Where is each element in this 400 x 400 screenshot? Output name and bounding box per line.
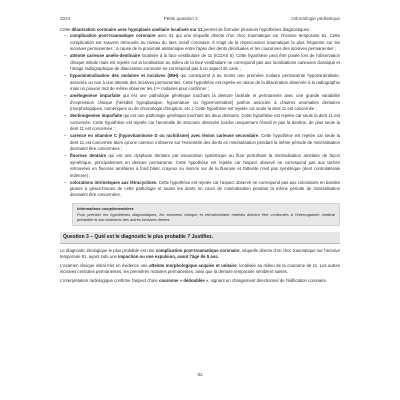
question-heading: Question 3 – Quel est le diagnostic le plus probable ? Justifiez. — [60, 232, 340, 244]
hypothesis-item — [70, 93, 340, 112]
hypothesis-term: hypominéralisation des molaires et incisives (MIH) — [70, 73, 179, 79]
intro-after: permet de formuler plusieurs hypothèses diagnostiques : — [202, 27, 312, 32]
page-number: 82 — [197, 372, 203, 377]
page-body — [60, 27, 340, 287]
header-section: Petits question 2 — [163, 16, 198, 21]
answer-section — [60, 248, 340, 285]
answer-keyword: complication post-traumatique coronaire — [155, 247, 240, 253]
hypothesis-term: carence en vitamine C (hypovitaminose D ou rachitisme) avec lésion carieuse secondaire — [70, 133, 259, 139]
hypothesis-term: colorations intrinsèques aux tétracyclines — [70, 179, 157, 185]
hypothesis-text: . Cette hypothèse est rejetée car l'aspect observé ne correspond pas aux colorations en bandes jaunes à grises-brunes de cette pathologie et toutes les dents en cours de minéralisation pendant la même période de minéralisation devraient être concernées. — [70, 179, 340, 198]
answer-keyword: atteinte morphologique acquise et unitaire — [149, 262, 237, 268]
answer-paragraph-3 — [60, 278, 340, 284]
header-subject: Odontologie pédiatrique — [291, 16, 340, 21]
info-body: Pour préciser les hypothèses diagnostiques, les examens clinique et rétroalvéolaire réalisés doivent être confrontés à l'interrogatoire médical préalable et aux examens des autres incisives dentes. — [77, 211, 335, 223]
hypothesis-term: complication post-traumatique coronaire — [70, 33, 156, 39]
answer-text: , signant un changement directionnel de l'édification coronaire. — [208, 277, 328, 283]
intro-term: dilacération coronaire avec hypoplasie amélaire localisée sur 11 — [71, 27, 203, 32]
answer-text: L'interprétation radiologique confirme l'aspect d'une — [60, 277, 159, 283]
answer-paragraph-1 — [60, 248, 340, 261]
hypothesis-list — [60, 33, 340, 198]
hypothesis-item — [70, 153, 340, 179]
hypothesis-text: qui correspond à au moins une première molaire permanente hypominéralisée, associée ou non à une atteinte des incisives permanentes. Cette hypothèse est rejetée en raison de la dilacération observée à la radiographie mais un pouvoir tout de même observer les 1ʳᵉˢ molaires pour confirmer ; — [70, 73, 340, 92]
answer-text: Le diagnostic étiologique le plus probable est une — [60, 247, 156, 253]
hypothesis-text: qui est une pathologie génétique touchant la denture lactéale et permanente avec une grande variabilité d'expression clinique (hérédité hypoplasique, hypomature ou hyperminéralisé) parfois associée à d'autres anomalies dentaires (morphologiques, numériques ou de chronologie d'éruption, etc.). Cette hypothèse est rejetée car seule la dent 11 est concernée ; — [70, 93, 340, 112]
intro-before: Cette — [60, 27, 72, 32]
hypothesis-item — [70, 73, 340, 92]
answer-keyword: couronne « dédoublée » — [158, 277, 209, 283]
hypothesis-text: qui est une dysplasie dentaire par intoxication systémique au fluor perturbant la minéralisation amélaire de façon symétrique, principalement en denture permanente. Cette hypothèse est rejetée car l'aspect observé ne correspond pas aux taches retrouvées en fluorose amélaires à fond blanc crayeux ou marron sur de la fluorose et l'atteinte n'est pas symétrique (dent controlatérale indemne) ; — [70, 153, 340, 178]
hypothesis-text: localisée à la face vestibulaire de 11 (ICDAS 5). Cette hypothèse peut être posée lors de l'observation clinique initiale mais est rejetée car la localisation au milieu de la face vestibulaire ne correspond pas aux localisations carieuses classique et l'image radiographique de dilacération coronaire ne correspond pas à un aspect de carie ; — [70, 53, 340, 72]
hypothesis-term: fluorose dentaire — [70, 153, 107, 159]
hypothesis-item — [70, 33, 340, 52]
hypothesis-item — [70, 113, 340, 132]
info-title: Informations complémentaires — [77, 205, 134, 211]
info-box — [72, 203, 340, 226]
header-year: 2024 — [60, 16, 71, 21]
answer-text: , localisée au milieu de la couronne de 11. Les autres incisives centrales permanentes, les premières molaires permanentes, ainsi que la denture temporaire semblent saines. — [60, 262, 340, 275]
answer-paragraph-2 — [60, 263, 340, 276]
hypothesis-text: qui est une pathologie génétique touchant les deux dentures. Cette hypothèse est rejetée car seule la dent 11 est concernée. Cette hypothèse est rejetée car l'anomalie de structure observée touche uniquement l'émail et pas la dentine, de plus seule la dent 11 est concernée ; — [70, 113, 340, 132]
hypothesis-item — [70, 180, 340, 199]
answer-text: , séquelle directe d'un choc traumatique sur l'incisive temporaire 51, ayant subi une — [60, 247, 340, 260]
hypothesis-text: . Cette hypothèse est rejetée car seule la dent 11 est concernée alors qu'une carence s'observe sur l'ensemble des dents en minéralisation pendant la même période de minéralisation devraient être concernées ; — [70, 133, 341, 152]
hypothesis-item — [70, 133, 340, 152]
hypothesis-term: dentinogenèse imparfaite — [70, 113, 123, 119]
running-header — [60, 16, 340, 21]
hypothesis-item — [70, 53, 340, 72]
answer-keyword: , avant l'âge de 5 ans. — [174, 254, 219, 260]
answer-text: L'examen clinique initial met en évidence une — [60, 262, 150, 268]
hypothesis-term: amélogenèse imparfaite — [70, 93, 121, 99]
answer-keyword: impaction ou une expulsion — [118, 254, 175, 260]
hypothesis-text: avec 51 qui une séquelle directe d'un choc traumatique sur l'incisive temporaire 51. Cette complication est souvent retrouvée au niveau du tiers incisif coronaire. Il s'agit de la répercussion traumatique la plus fréquente sur les incisives permanentes : à cause de la proximité anatomique entre l'apex des dents déciduales et les couronnes des incisives permanentes ; — [70, 33, 340, 52]
hypothesis-term: atteinte carieuse amélo-dentinaire — [70, 53, 141, 59]
